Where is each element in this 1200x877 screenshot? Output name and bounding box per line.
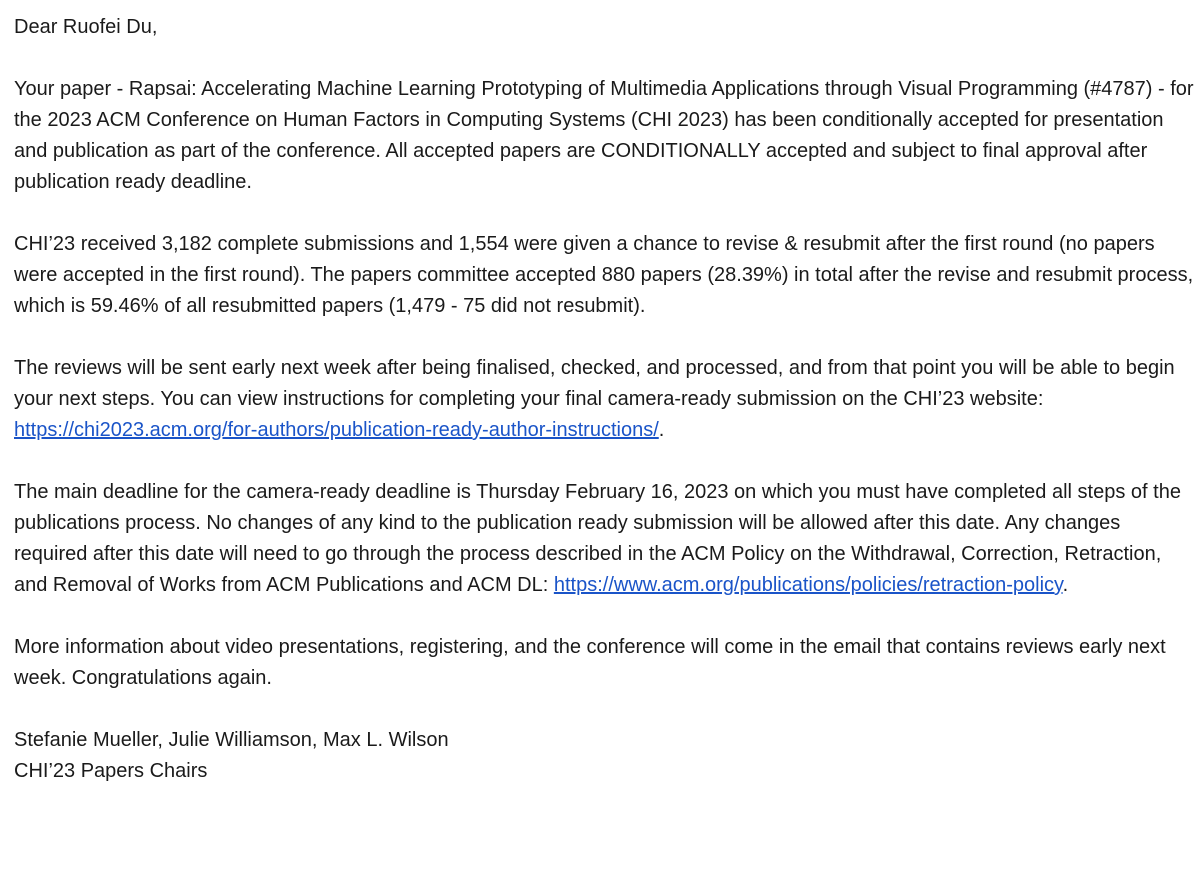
deadline-text: The main deadline for the camera-ready deadline is Thursday February 16, 2023 on which you must have completed all steps of the publications process. No changes of any kind to the publication ready submission will be allowed after this date. Any changes required after this date will need to go through the process described in the ACM Policy on the Withdrawal, Correction, Retraction, and Removal of Works from ACM Publications and ACM DL:	[14, 481, 1181, 596]
author-instructions-link[interactable]: https://chi2023.acm.org/for-authors/publication-ready-author-instructions/	[14, 419, 659, 441]
email-body	[14, 12, 1194, 787]
salutation: Dear Ruofei Du,	[14, 16, 158, 38]
paragraph-closing: More information about video presentations, registering, and the conference will come in the email that contains reviews early next week. Congratulations again.	[14, 636, 1166, 689]
paragraph-reviews	[14, 353, 1194, 446]
paragraph-statistics: CHI’23 received 3,182 complete submissions and 1,554 were given a chance to revise & resubmit after the first round (no papers were accepted in the first round). The papers committee accepted 880 papers (28.39%) in total after the revise and resubmit process, which is 59.46% of all resubmitted papers (1,479 - 75 did not resubmit).	[14, 233, 1194, 317]
signature-title: CHI’23 Papers Chairs	[14, 760, 208, 782]
reviews-end: .	[658, 419, 665, 441]
retraction-policy-link[interactable]: https://www.acm.org/publications/policies/retraction-policy	[553, 574, 1063, 596]
signature-names: Stefanie Mueller, Julie Williamson, Max L. Wilson	[14, 729, 449, 751]
paragraph-deadline	[14, 477, 1194, 601]
deadline-end: .	[1062, 574, 1069, 596]
reviews-text: The reviews will be sent early next week after being finalised, checked, and processed, and from that point you will be able to begin your next steps. You can view instructions for completing your final camera-ready submission on the CHI’23 website:	[14, 357, 1175, 410]
paragraph-acceptance: Your paper - Rapsai: Accelerating Machine Learning Prototyping of Multimedia Applications through Visual Programming (#4787) - for the 2023 ACM Conference on Human Factors in Computing Systems (CHI 2023) has been conditionally accepted for presentation and publication as part of the conference. All accepted papers are CONDITIONALLY accepted and subject to final approval after publication ready deadline.	[14, 78, 1194, 193]
